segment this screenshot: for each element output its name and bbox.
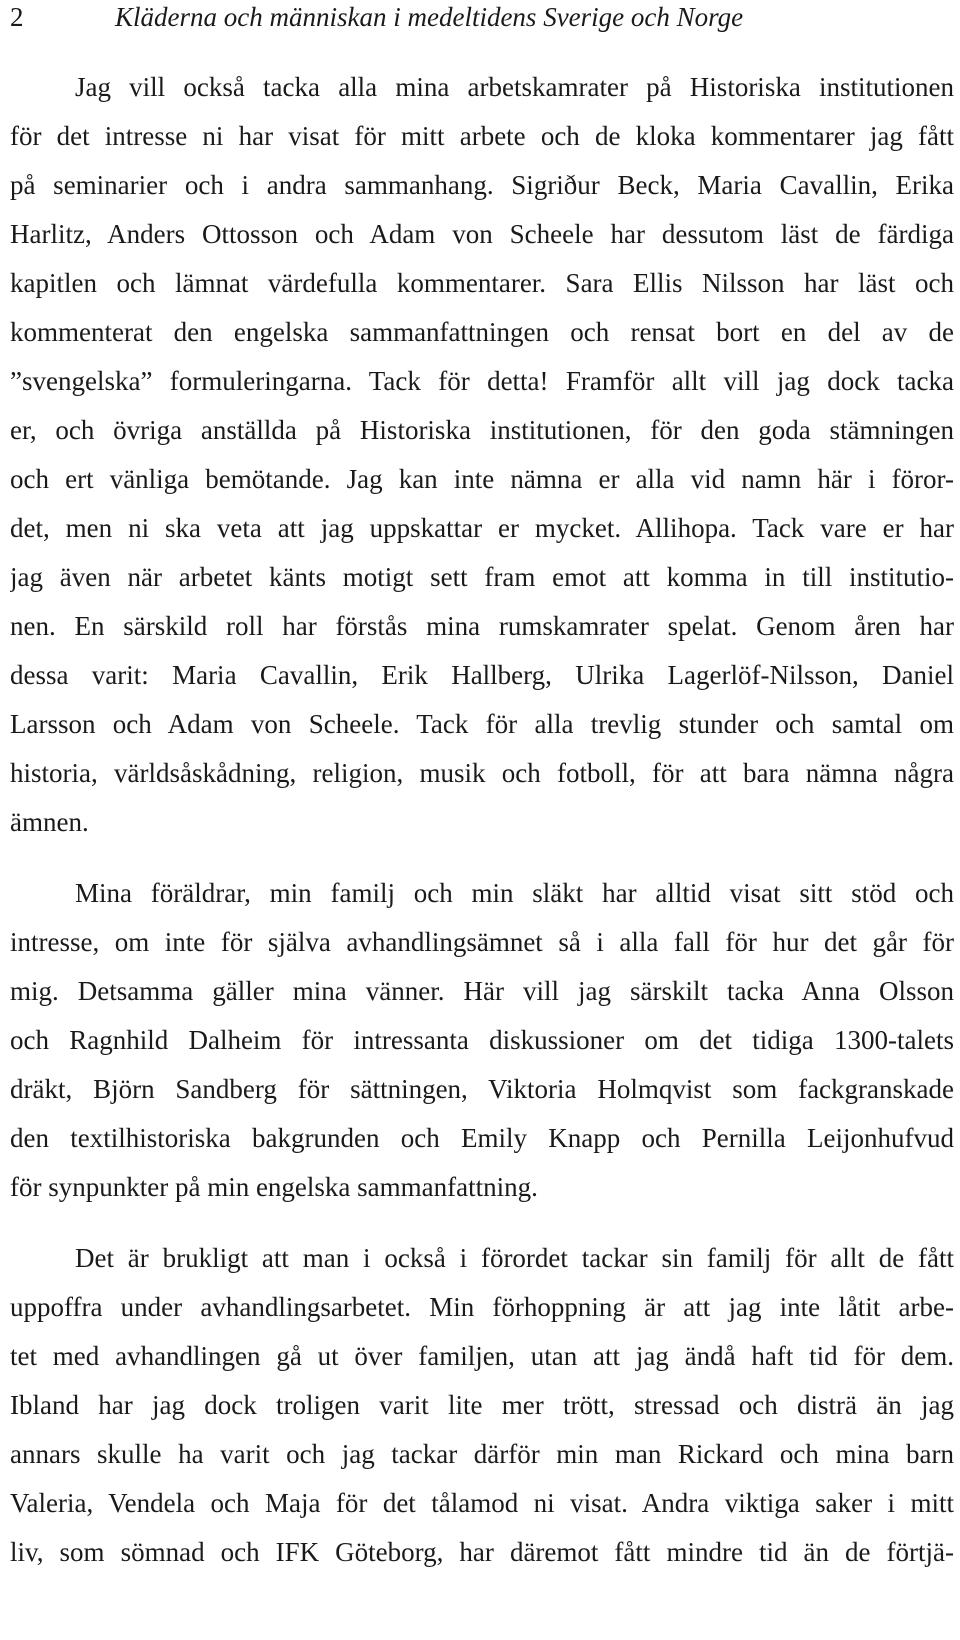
text-line: Det är brukligt att man i också i förordet tackar sin familj för allt de fått xyxy=(75,1243,954,1273)
text-line: uppoffra under avhandlingsarbetet. Min förhoppning är att jag inte låtit arbe- xyxy=(10,1292,954,1322)
text-line: kommenterat den engelska sammanfattningen och rensat bort en del av de xyxy=(10,317,954,347)
text-line: Ibland har jag dock troligen varit lite mer trött, stressad och disträ än jag xyxy=(10,1390,954,1420)
text-line: annars skulle ha varit och jag tackar därför min man Rickard och mina barn xyxy=(10,1439,954,1469)
text-line: er, och övriga anställda på Historiska institutionen, för den goda stämningen xyxy=(10,415,954,445)
text-line: dräkt, Björn Sandberg för sättningen, Viktoria Holmqvist som fackgranskade xyxy=(10,1074,954,1104)
text-line: liv, som sömnad och IFK Göteborg, har däremot fått mindre tid än de förtjä- xyxy=(10,1537,954,1567)
page-number: 2 xyxy=(10,2,24,32)
text-line: dessa varit: Maria Cavallin, Erik Hallberg, Ulrika Lagerlöf-Nilsson, Daniel xyxy=(10,660,954,690)
text-line: och Ragnhild Dalheim för intressanta diskussioner om det tidiga 1300-talets xyxy=(10,1025,954,1055)
text-line: tet med avhandlingen gå ut över familjen, utan att jag ändå haft tid för dem. xyxy=(10,1341,954,1371)
text-line: historia, världsåskådning, religion, musik och fotboll, för att bara nämna några xyxy=(10,758,954,788)
text-line: och ert vänliga bemötande. Jag kan inte nämna er alla vid namn här i föror- xyxy=(10,464,954,494)
text-line: ”svengelska” formuleringarna. Tack för detta! Framför allt vill jag dock tacka xyxy=(10,366,954,396)
text-line: mig. Detsamma gäller mina vänner. Här vill jag särskilt tacka Anna Olsson xyxy=(10,976,954,1006)
text-line: Mina föräldrar, min familj och min släkt har alltid visat sitt stöd och xyxy=(75,878,954,908)
text-line: Larsson och Adam von Scheele. Tack för alla trevlig stunder och samtal om xyxy=(10,709,954,739)
text-line: ämnen. xyxy=(10,807,89,837)
text-line: Valeria, Vendela och Maja för det tålamod ni visat. Andra viktiga saker i mitt xyxy=(10,1488,954,1518)
text-line: det, men ni ska veta att jag uppskattar er mycket. Allihopa. Tack vare er har xyxy=(10,513,954,543)
body-text xyxy=(10,63,954,1577)
text-line: kapitlen och lämnat värdefulla kommentarer. Sara Ellis Nilsson har läst och xyxy=(10,268,954,298)
text-line: intresse, om inte för själva avhandlingsämnet så i alla fall för hur det går för xyxy=(10,927,954,957)
text-line: nen. En särskild roll har förstås mina rumskamrater spelat. Genom åren har xyxy=(10,611,954,641)
text-line: jag även när arbetet känts motigt sett fram emot att komma in till institutio- xyxy=(10,562,954,592)
document-page xyxy=(10,0,954,1640)
running-title: Kläderna och människan i medeltidens Sverige och Norge xyxy=(115,2,744,32)
text-line: på seminarier och i andra sammanhang. Sigriður Beck, Maria Cavallin, Erika xyxy=(10,170,954,200)
paragraph-gap xyxy=(10,1212,954,1234)
text-line: Jag vill också tacka alla mina arbetskamrater på Historiska institutionen xyxy=(75,72,954,102)
paragraph-gap xyxy=(10,847,954,869)
text-line: den textilhistoriska bakgrunden och Emily Knapp och Pernilla Leijonhufvud xyxy=(10,1123,954,1153)
running-head xyxy=(10,0,954,34)
text-line: för det intresse ni har visat för mitt arbete och de kloka kommentarer jag fått xyxy=(10,121,954,151)
text-line: Harlitz, Anders Ottosson och Adam von Scheele har dessutom läst de färdiga xyxy=(10,219,954,249)
text-line: för synpunkter på min engelska sammanfattning. xyxy=(10,1172,538,1202)
